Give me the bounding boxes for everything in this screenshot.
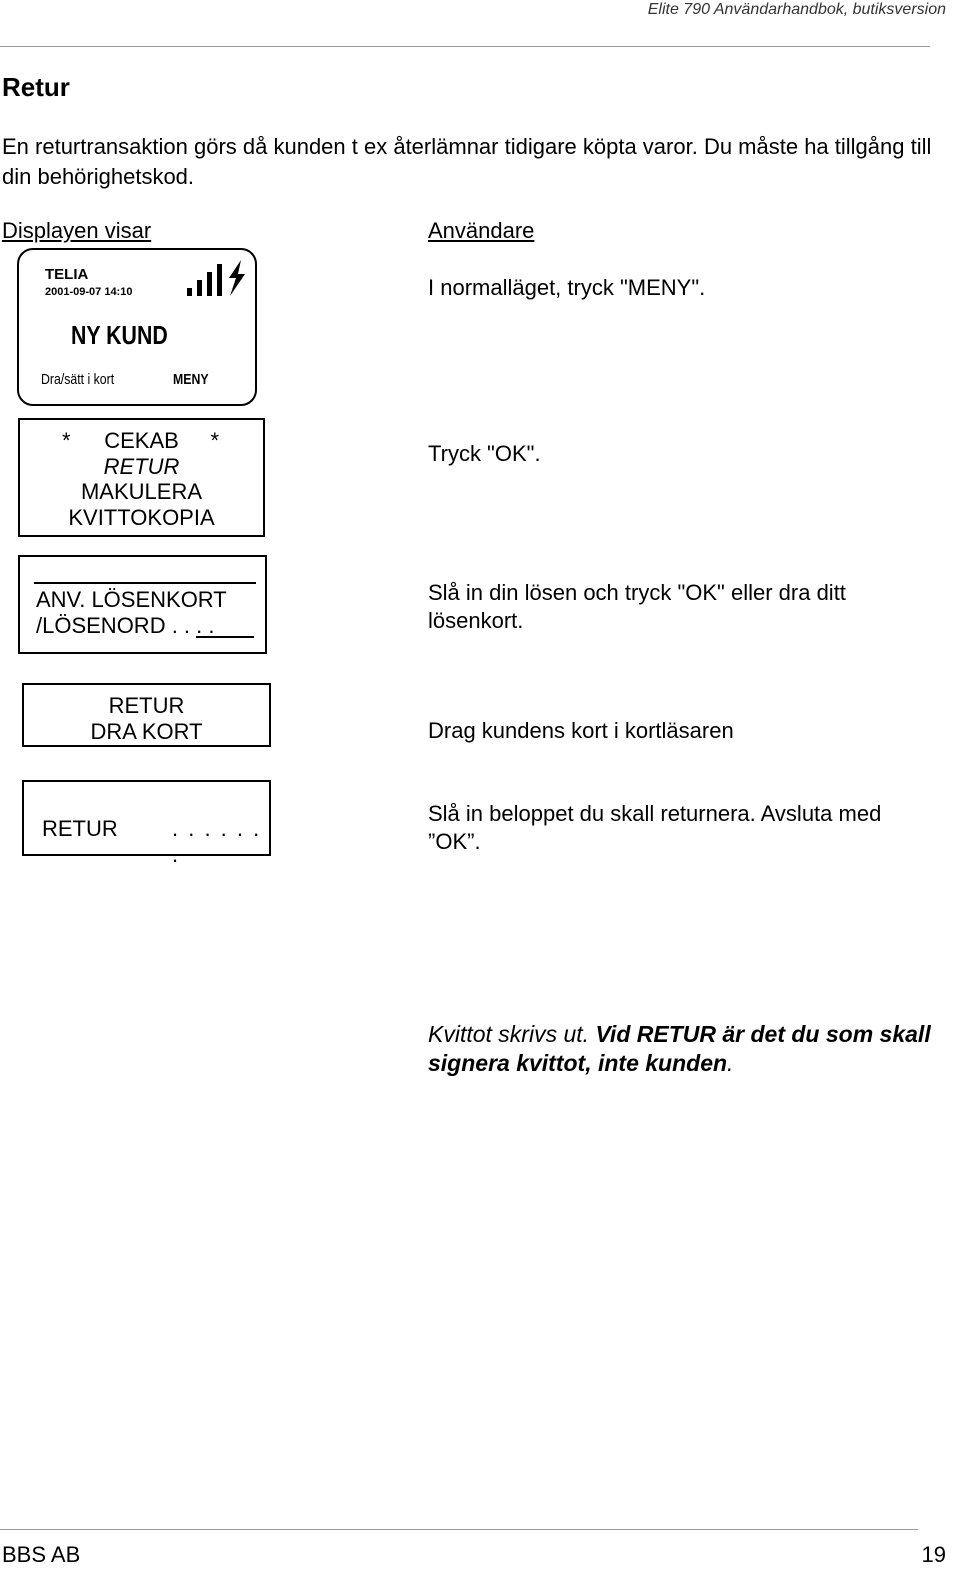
display-top-line	[34, 582, 256, 584]
terminal-display-swipe-card	[22, 683, 271, 747]
intro-paragraph: En returtransaktion görs då kunden t ex återlämnar tidigare köpta varor. Du måste ha tillgång till din behörighetskod.	[2, 134, 932, 189]
menu-star-right: *	[210, 428, 219, 453]
display-brand: TELIA	[45, 266, 89, 283]
display-softkey-left-label: Dra/sätt i kort	[41, 371, 115, 388]
document-header-title: Elite 790 Användarhandbok, butiksversion	[647, 1, 946, 18]
final-note-emphasis: Vid RETUR är det du som skall signera kvittot, inte kunden	[428, 1021, 931, 1076]
terminal-display-password	[18, 555, 267, 654]
terminal-display-menu	[18, 418, 265, 537]
final-note-part-1: Kvittot skrivs ut.	[428, 1021, 596, 1047]
swipe-display-line-1: RETUR	[108, 693, 185, 718]
swipe-display-line-2: DRA KORT	[90, 719, 203, 744]
display-main-text: NY KUND	[71, 320, 168, 350]
password-cursor-underline	[196, 636, 254, 638]
final-note-part-3: .	[727, 1050, 734, 1076]
footer-page-number: 19	[921, 1542, 946, 1567]
instruction-step-3: Slå in din lösen och tryck "OK" eller dra ditt lösenkort.	[428, 580, 846, 633]
menu-title: CEKAB	[104, 428, 179, 453]
column-heading-display: Displayen visar	[2, 218, 152, 243]
terminal-display-amount	[22, 780, 271, 867]
instruction-step-1: I normalläget, tryck "MENY".	[428, 275, 706, 300]
section-title: Retur	[2, 72, 70, 102]
menu-item-kvittokopia: KVITTOKOPIA	[68, 504, 215, 530]
instruction-step-2: Tryck "OK".	[428, 441, 541, 466]
column-heading-user: Användare	[428, 218, 535, 243]
footer-company: BBS AB	[2, 1542, 81, 1567]
display-softkey-menu-label: MENY	[173, 371, 209, 388]
password-prompt-line-1: ANV. LÖSENKORT	[36, 587, 227, 612]
signal-strength-icon	[185, 256, 247, 300]
menu-item-retur-selected: RETUR	[103, 453, 180, 479]
terminal-display-idle	[17, 248, 257, 406]
footer-rule	[0, 1529, 918, 1530]
amount-entry-dots: . . . . . . .	[172, 816, 262, 867]
instruction-step-5: Slå in beloppet du skall returnera. Avsluta med ”OK”.	[428, 801, 882, 854]
menu-item-makulera: MAKULERA	[80, 479, 203, 504]
amount-label: RETUR	[42, 816, 118, 841]
password-prompt-line-2: /LÖSENORD . . . .	[36, 613, 215, 638]
header-rule	[0, 46, 930, 47]
instruction-step-4: Drag kundens kort i kortläsaren	[428, 718, 734, 743]
display-datetime: 2001-09-07 14:10	[45, 286, 133, 298]
final-note	[428, 1020, 938, 1078]
menu-star-left: *	[62, 428, 71, 453]
